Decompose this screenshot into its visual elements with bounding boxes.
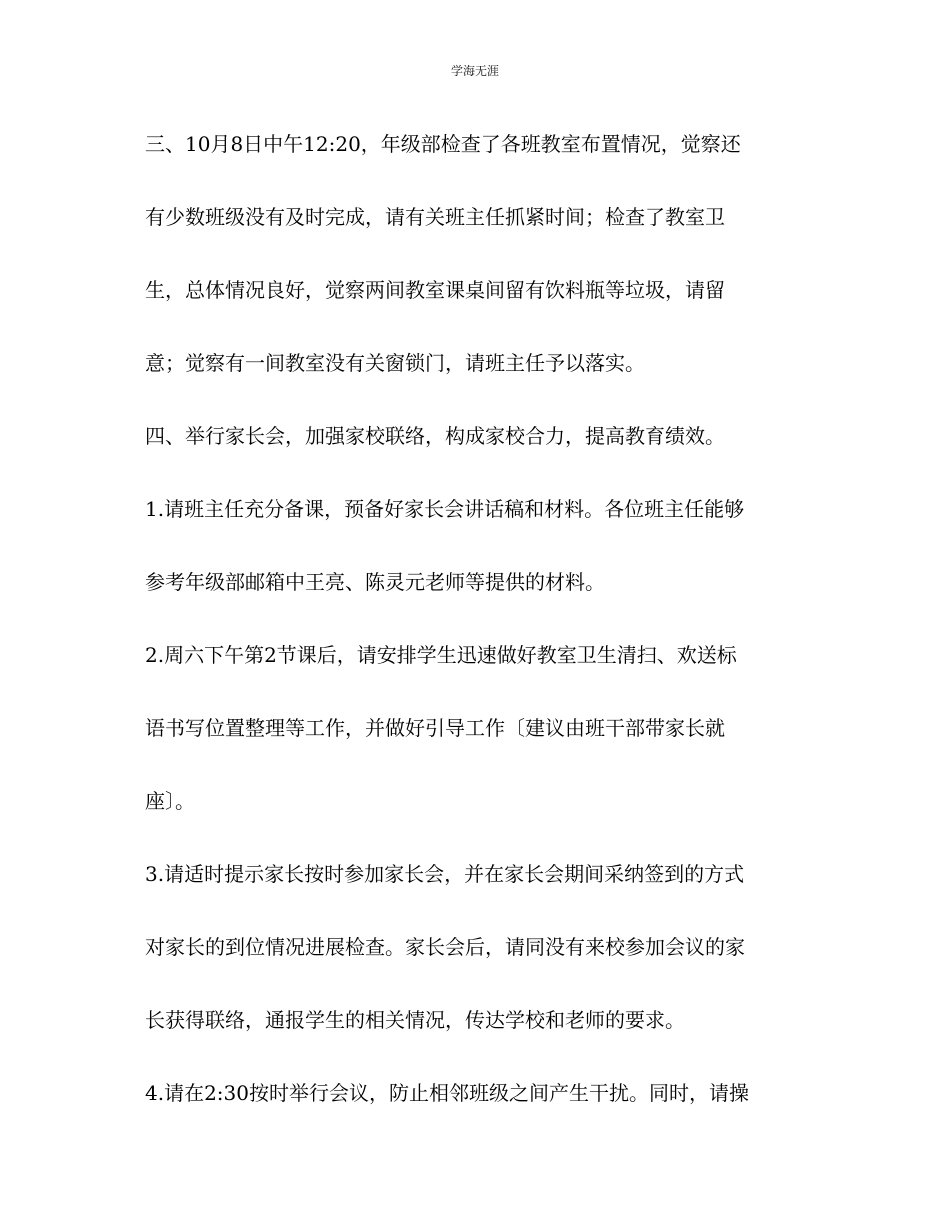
text-line: 有少数班级没有及时完成，请有关班主任抓紧时间；检查了教室卫 xyxy=(145,205,725,229)
text-line: 长获得联络，通报学生的相关情况，传达学校和老师的要求。 xyxy=(145,1008,685,1032)
page-header: 学海无涯 xyxy=(450,64,499,78)
text-line: 语书写位置整理等工作，并做好引导工作〔建议由班干部带家长就 xyxy=(145,716,725,740)
text-line: 1.请班主任充分备课，预备好家长会讲话稿和材料。各位班主任能够 xyxy=(145,497,745,521)
document-body xyxy=(145,128,810,1150)
text-line: 对家长的到位情况进展检查。家长会后，请同没有来校参加会议的家 xyxy=(145,935,745,959)
text-line: 座〕。 xyxy=(145,789,195,813)
text-line: 2.周六下午第2节课后，请安排学生迅速做好教室卫生清扫、欢送标 xyxy=(145,643,737,667)
text-line: 3.请适时提示家长按时参加家长会，并在家长会期间采纳签到的方式 xyxy=(145,862,745,886)
text-line: 生，总体情况良好，觉察两间教室课桌间留有饮料瓶等垃圾，请留 xyxy=(145,278,725,302)
text-line: 4.请在2:30按时举行会议，防止相邻班级之间产生干扰。同时，请操 xyxy=(145,1081,749,1105)
text-line: 意；觉察有一间教室没有关窗锁门，请班主任予以落实。 xyxy=(145,351,645,375)
text-line: 四、举行家长会，加强家校联络，构成家校合力，提高教育绩效。 xyxy=(145,424,725,448)
text-line: 参考年级部邮箱中王亮、陈灵元老师等提供的材料。 xyxy=(145,570,605,594)
text-line: 三、10月8日中午12:20，年级部检查了各班教室布置情况，觉察还 xyxy=(145,132,741,156)
